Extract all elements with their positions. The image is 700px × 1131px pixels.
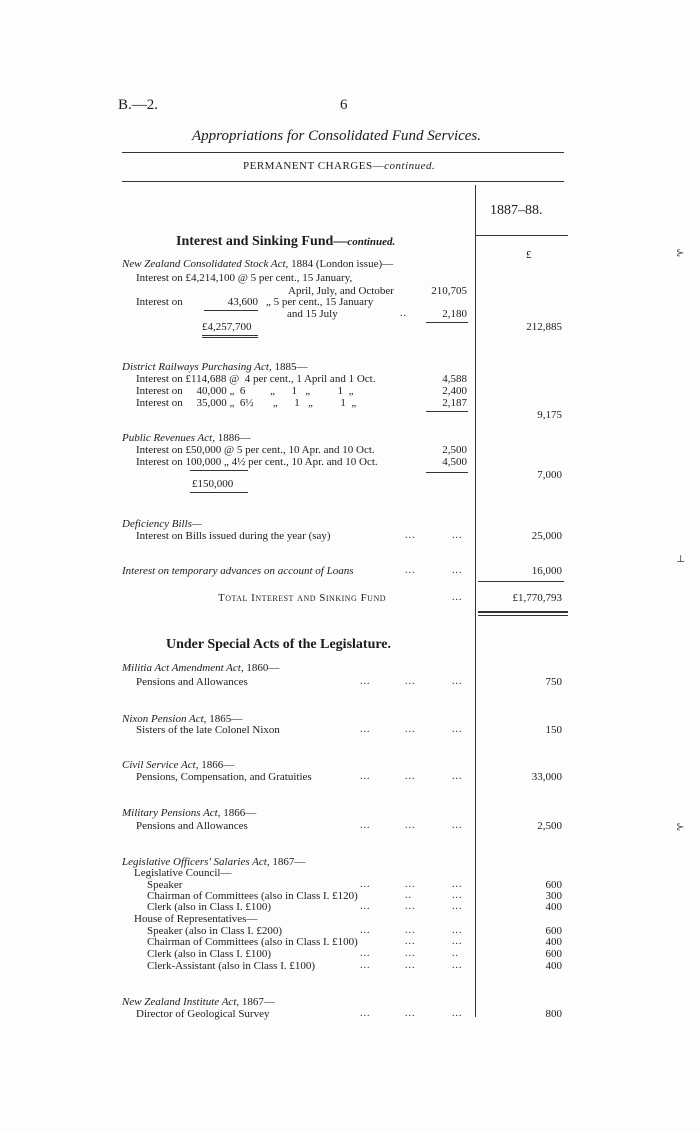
temporary-total: 16,000	[531, 565, 562, 577]
revenues-line2: Interest on 100,000 „ 4½ per cent., 10 Apr. and 10 Oct.	[136, 456, 378, 468]
grand-total-double-rule-2	[478, 615, 568, 616]
railways-amount3: 2,187	[442, 397, 467, 409]
institute-dots2: ...	[405, 1008, 416, 1019]
legislative-item-6-dots1: ...	[360, 960, 371, 971]
nz-stock-line3-text: „ 5 per cent., 15 January	[266, 296, 374, 308]
nz-stock-title: New Zealand Consolidated Stock Act, 1884 (London issue)—	[122, 258, 394, 270]
legislative-item-5-total: 600	[545, 948, 562, 960]
legislative-item-5-dots2: ...	[405, 948, 416, 959]
civil-dots3: ...	[452, 771, 463, 782]
civil-total: 33,000	[531, 771, 562, 783]
page-title: Appropriations for Consolidated Fund Services.	[192, 128, 482, 144]
nz-stock-principal-double-rule	[202, 335, 258, 336]
temporary-dots1: ...	[405, 565, 416, 576]
nz-stock-amount2: 2,180	[442, 308, 467, 320]
militia-total: 750	[545, 676, 562, 688]
legislative-item-6-total: 400	[545, 960, 562, 972]
temporary-title: Interest on temporary advances on account of Loans	[122, 565, 354, 577]
militia-title: Militia Act Amendment Act, 1860—	[122, 662, 280, 674]
page-number: 6	[340, 97, 348, 113]
currency-symbol: £	[526, 249, 532, 261]
nz-stock-amount-rule	[426, 322, 468, 323]
railways-title: District Railways Purchasing Act, 1885—	[122, 361, 308, 373]
legislative-item-6-dots3: ...	[452, 960, 463, 971]
revenues-total: 7,000	[537, 469, 562, 481]
legislative-item-1-total: 300	[545, 890, 562, 902]
temporary-rule	[478, 581, 564, 582]
legislative-item-4-dots1: ...	[405, 936, 416, 947]
legislative-item-4-dots2: ...	[452, 936, 463, 947]
title-rule	[122, 152, 564, 153]
legislative-item-2: Clerk (also in Class I. £100)	[147, 901, 272, 913]
civil-title: Civil Service Act, 1866—	[122, 759, 235, 771]
nz-stock-amount1: 210,705	[431, 285, 467, 297]
revenues-principal: £150,000	[192, 478, 234, 490]
legislative-item-0: Speaker	[147, 879, 183, 891]
legislative-title: Legislative Officers' Salaries Act, 1867—	[122, 856, 306, 868]
interest-heading: Interest and Sinking Fund—continued.	[176, 234, 396, 249]
legislative-item-2-total: 400	[545, 901, 562, 913]
legislative-item-5-dots3: ..	[452, 948, 459, 959]
nz-stock-line3-label: Interest on	[136, 296, 183, 308]
legislative-item-6-dots2: ...	[405, 960, 416, 971]
legislative-item-1-dots2: ...	[452, 890, 463, 901]
railways-amount-rule	[426, 411, 468, 412]
nz-stock-line4: and 15 July	[287, 308, 338, 320]
legislative-item-3: Speaker (also in Class I. £200)	[147, 925, 283, 937]
section-subtitle: PERMANENT CHARGES—continued.	[243, 160, 436, 172]
subtitle-rule	[122, 181, 564, 182]
militia-dots1: ...	[360, 676, 371, 687]
nixon-dots3: ...	[452, 724, 463, 735]
military-title: Military Pensions Act, 1866—	[122, 807, 257, 819]
legislative-item-5: Clerk (also in Class I. £100)	[147, 948, 272, 960]
legislative-item-3-total: 600	[545, 925, 562, 937]
railways-line2: Interest on 40,000 „ 6 „ 1 „ 1 „	[136, 385, 354, 397]
legislative-item-6: Clerk-Assistant (also in Class I. £100)	[147, 960, 316, 972]
legislative-item-1: Chairman of Committees (also in Class I. £120)	[147, 890, 358, 902]
revenues-title: Public Revenues Act, 1886—	[122, 432, 251, 444]
grand-total-amount: £1,770,793	[512, 592, 562, 604]
institute-line1: Director of Geological Survey	[136, 1008, 270, 1020]
revenues-amount-rule	[426, 472, 468, 473]
nz-stock-line1: Interest on £4,214,100 @ 5 per cent., 15 January,	[136, 272, 353, 284]
legislative-item-3-dots1: ...	[360, 925, 371, 936]
legislative-item-4: Chairman of Committees (also in Class I. £100)	[147, 936, 358, 948]
year-header-rule	[476, 235, 568, 236]
legislative-item-3-dots2: ...	[405, 925, 416, 936]
legislative-item-0-dots3: ...	[452, 879, 463, 890]
nixon-line1: Sisters of the late Colonel Nixon	[136, 724, 280, 736]
civil-dots1: ...	[360, 771, 371, 782]
margin-scan-mark: ⊥	[676, 554, 686, 565]
revenues-amount2: 4,500	[442, 456, 467, 468]
revenues-line1: Interest on £50,000 @ 5 per cent., 10 Apr. and 10 Oct.	[136, 444, 375, 456]
deficiency-dots2: ...	[452, 530, 463, 541]
legislative-item-3-dots3: ...	[452, 925, 463, 936]
institute-total: 800	[545, 1008, 562, 1020]
nz-stock-principal-total: £4,257,700	[202, 321, 252, 333]
legislative-item-0-total: 600	[545, 879, 562, 891]
nixon-dots1: ...	[360, 724, 371, 735]
grand-total-double-rule	[478, 611, 568, 613]
railways-amount1: 4,588	[442, 373, 467, 385]
nz-stock-principal-rule	[204, 310, 258, 311]
deficiency-line1: Interest on Bills issued during the year (say)	[136, 530, 331, 542]
railways-total: 9,175	[537, 409, 562, 421]
page-reference: B.—2.	[118, 97, 159, 113]
legislative-council: Legislative Council—	[134, 867, 232, 879]
militia-dots3: ...	[452, 676, 463, 687]
nz-stock-line4-dots: ..	[400, 308, 407, 319]
revenues-principal-rule	[190, 470, 248, 471]
margin-scan-mark: ⊱	[676, 248, 685, 259]
deficiency-title: Deficiency Bills—	[122, 518, 202, 530]
railways-line1: Interest on £114,688 @ 4 per cent., 1 April and 1 Oct.	[136, 373, 376, 385]
military-line1: Pensions and Allowances	[136, 820, 248, 832]
militia-line1: Pensions and Allowances	[136, 676, 248, 688]
legislative-item-4-total: 400	[545, 936, 562, 948]
deficiency-dots1: ...	[405, 530, 416, 541]
column-divider	[475, 185, 476, 1017]
nz-stock-principal-double-rule-2	[202, 337, 258, 338]
temporary-dots2: ...	[452, 565, 463, 576]
military-total: 2,500	[537, 820, 562, 832]
legislative-item-1-dots1: ..	[405, 890, 412, 901]
legislative-item-5-dots1: ...	[360, 948, 371, 959]
special-heading: Under Special Acts of the Legislature.	[166, 637, 392, 652]
legislative-item-2-dots2: ...	[405, 901, 416, 912]
nixon-total: 150	[545, 724, 562, 736]
civil-line1: Pensions, Compensation, and Gratuities	[136, 771, 312, 783]
institute-dots1: ...	[360, 1008, 371, 1019]
revenues-principal-double-rule	[190, 492, 248, 493]
militia-dots2: ...	[405, 676, 416, 687]
legislative-item-2-dots3: ...	[452, 901, 463, 912]
revenues-amount1: 2,500	[442, 444, 467, 456]
institute-dots3: ...	[452, 1008, 463, 1019]
nixon-title: Nixon Pension Act, 1865—	[122, 713, 243, 725]
deficiency-total: 25,000	[531, 530, 562, 542]
civil-dots2: ...	[405, 771, 416, 782]
legislative-house: House of Representatives—	[134, 913, 258, 925]
legislative-item-0-dots1: ...	[360, 879, 371, 890]
railways-amount2: 2,400	[442, 385, 467, 397]
military-dots1: ...	[360, 820, 371, 831]
military-dots3: ...	[452, 820, 463, 831]
nz-stock-line2: April, July, and October	[288, 285, 394, 297]
nixon-dots2: ...	[405, 724, 416, 735]
legislative-item-0-dots2: ...	[405, 879, 416, 890]
margin-scan-mark: ⊱	[676, 822, 685, 833]
nz-stock-line3-amount: 43,600	[227, 296, 258, 308]
railways-line3: Interest on 35,000 „ 6½ „ 1 „ 1 „	[136, 397, 357, 409]
grand-total-label: Total Interest and Sinking Fund	[218, 592, 387, 604]
year-header: 1887–88.	[490, 203, 543, 218]
grand-total-dots: ...	[452, 592, 463, 603]
institute-title: New Zealand Institute Act, 1867—	[122, 996, 275, 1008]
nz-stock-total: 212,885	[526, 321, 562, 333]
legislative-item-2-dots1: ...	[360, 901, 371, 912]
military-dots2: ...	[405, 820, 416, 831]
